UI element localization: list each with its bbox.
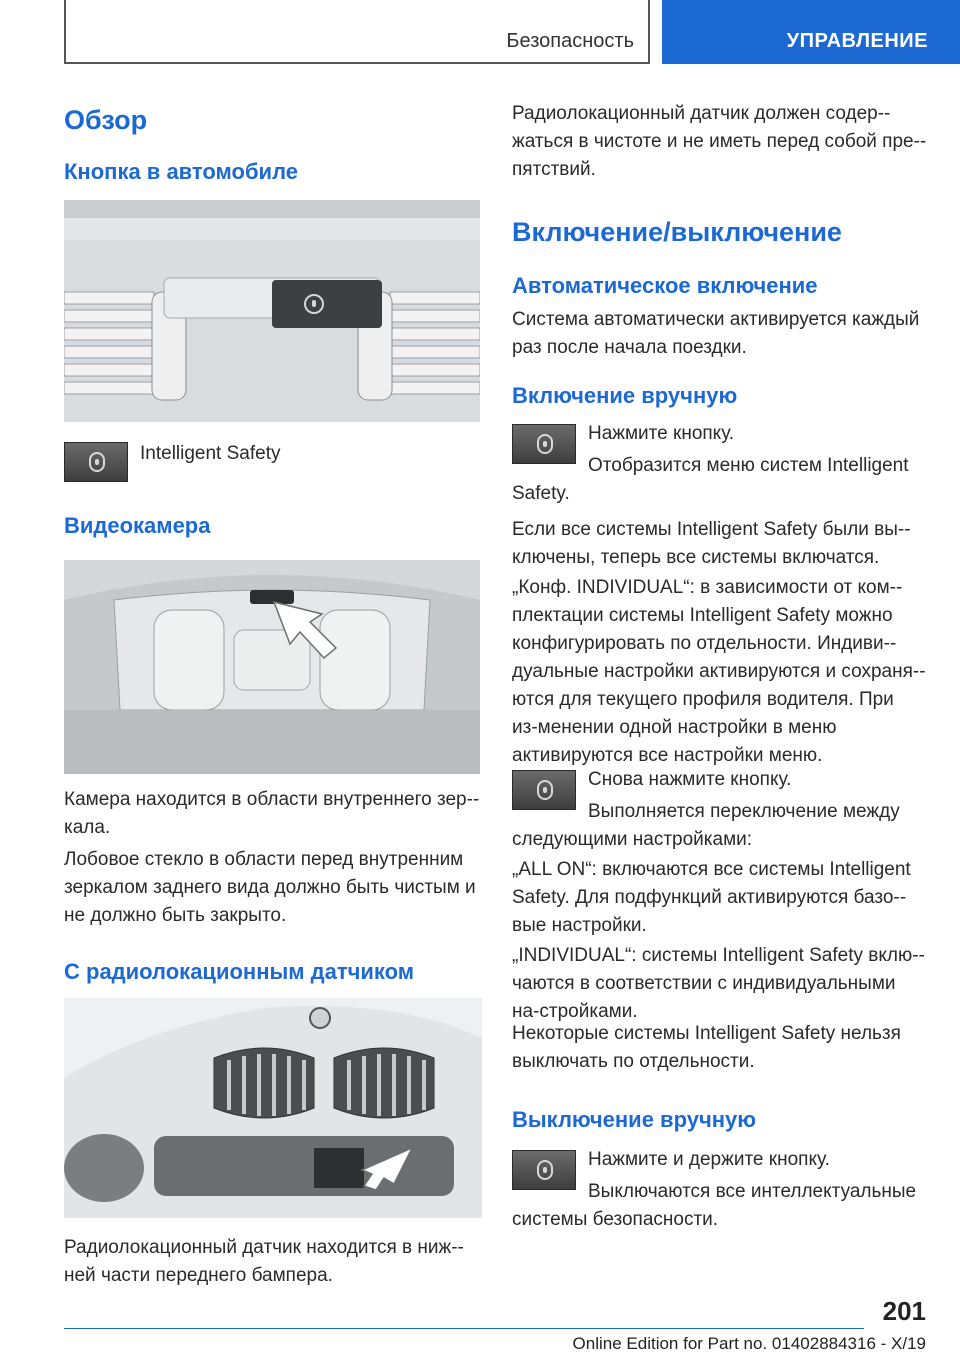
heading-manual-off: Выключение вручную <box>512 1107 757 1132</box>
step-press-again: Снова нажмите кнопку. <box>588 769 792 790</box>
windshield-clean-text: Лобовое стекло в области перед внутренним зеркалом заднего вида должно быть чистым и не должно быть закрыто. <box>64 849 476 926</box>
heading-camera: Видеокамера <box>64 513 211 538</box>
button-caption: Intelligent Safety <box>140 443 281 464</box>
conf-individual-text: „Конф. INDIVIDUAL“: в зависимости от ком-плектации системы Intelligent Safety можно конфигурировать по отдельности. Индиви-дуальные настройки активируются и сохраня-ются для текущего профиля водителя. При из-менении одной настройки в меню активируются все настройки меню. <box>512 577 926 766</box>
step-toggle-settings: Выполняется переключение между следующими настройками: <box>512 801 900 850</box>
step-menu-shown: Отобразится меню систем Intelligent Safety. <box>512 455 909 504</box>
auto-on-text: Система автоматически активируется каждый раз после начала поездки. <box>512 309 920 358</box>
all-off-text: Если все системы Intelligent Safety были вы-ключены, теперь все системы включатся. <box>512 519 911 568</box>
footer-edition: Online Edition for Part no. 01402884316 - X/19 <box>572 1334 926 1353</box>
header-section-title: Безопасность <box>506 30 634 52</box>
heading-button-in-car: Кнопка в автомобиле <box>64 159 298 184</box>
step-press-button: Нажмите кнопку. <box>588 423 735 444</box>
heading-manual-on: Включение вручную <box>512 383 738 408</box>
heading-radar: С радиолокационным датчиком <box>64 959 415 984</box>
all-on-text: „ALL ON“: включаются все системы Intelligent Safety. Для подфункций активируются базо-вые настройки. <box>512 859 911 936</box>
individual-text: „INDIVIDUAL“: системы Intelligent Safety вклю-чаются в соответствии с индивидуальными на-стройками. <box>512 945 925 1022</box>
header-section-box <box>64 0 650 64</box>
page-number: 201 <box>882 1296 926 1326</box>
camera-interior-illustration <box>64 560 480 774</box>
dashboard-button-illustration <box>64 200 480 422</box>
step-all-off: Выключаются все интеллектуальные системы безопасности. <box>512 1181 917 1230</box>
camera-location-text: Камера находится в области внутреннего зер-кала. <box>64 789 480 838</box>
step-press-hold: Нажмите и держите кнопку. <box>588 1149 830 1170</box>
intelligent-safety-button-icon <box>64 442 128 482</box>
radar-clean-text: Радиолокационный датчик должен содер-жаться в чистоте и не иметь перед собой пре-пятствий. <box>512 103 927 180</box>
page-title: Обзор <box>64 105 148 135</box>
heading-auto-on: Автоматическое включение <box>512 273 818 298</box>
some-systems-text: Некоторые системы Intelligent Safety нельзя выключать по отдельности. <box>512 1023 901 1072</box>
heading-on-off: Включение/выключение <box>512 217 842 247</box>
radar-location-text: Радиолокационный датчик находится в ниж-ней части переднего бампера. <box>64 1237 464 1286</box>
header-chapter-title: УПРАВЛЕНИЕ <box>786 30 928 52</box>
radar-bumper-illustration <box>64 998 482 1218</box>
header-chapter-tab <box>662 0 960 64</box>
footer-divider <box>64 1328 864 1329</box>
